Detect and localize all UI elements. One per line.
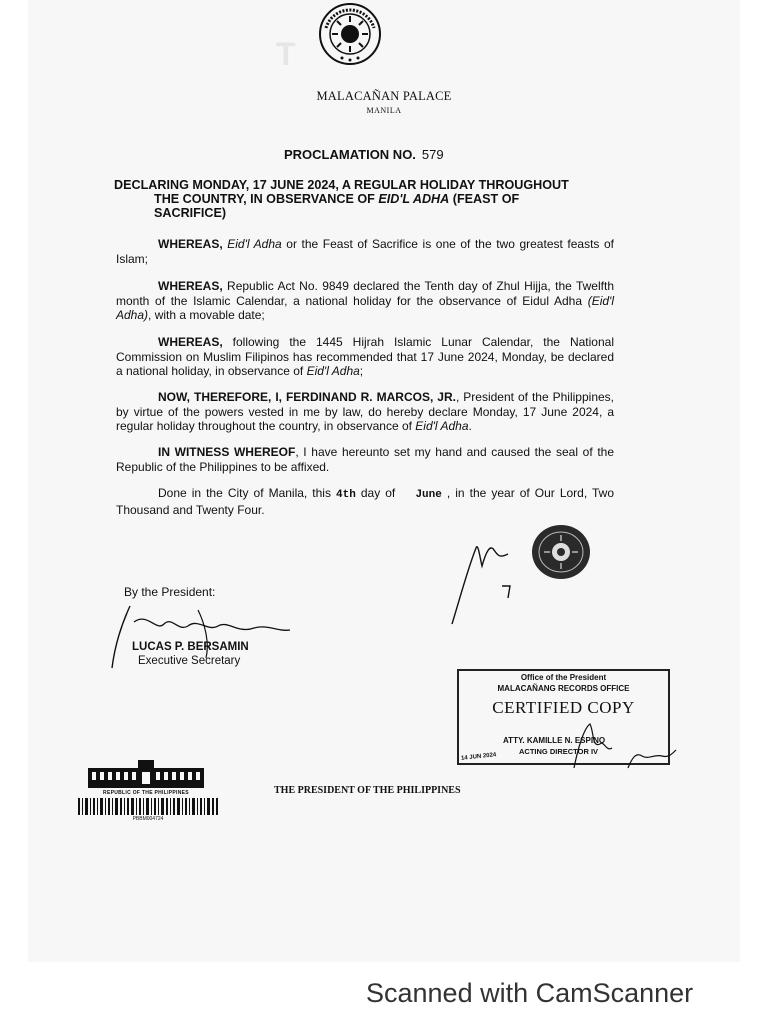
paragraph-tail: , with a movable date; (148, 308, 265, 322)
proclamation-title (114, 178, 614, 220)
title-emphasis: EID'L ADHA (378, 192, 450, 206)
done-month: June (415, 489, 442, 501)
paragraph-tail: ; (359, 364, 364, 378)
title-line-2-text: THE COUNTRY, IN OBSERVANCE OF (154, 192, 379, 206)
stamp-certified-copy: CERTIFIED COPY (492, 698, 635, 717)
republic-seal-icon (530, 523, 592, 581)
proclamation-number: 579 (421, 147, 444, 162)
stamp-officer-name: ATTY. KAMILLE N. ESPINO (503, 736, 606, 745)
barcode-number: PBBM004724 (132, 816, 164, 822)
barcode-icon (78, 798, 218, 815)
whereas-paragraph-3 (116, 335, 614, 379)
paragraph-text: , I have hereunto set my hand and caused the seal of the Republic of the Philippines to be affixed. (116, 445, 615, 474)
paragraph-text: , President of the Philippines, by virtue of the powers vested in me by law, do hereby declare Monday, 17 June 2024, a regular holiday throughout the country, in observance of (116, 390, 614, 433)
paragraph-text: day of (355, 486, 401, 500)
paragraph-emphasis: Eid'l Adha (227, 237, 282, 251)
paragraph-lead: Done in the City of Manila, this (158, 486, 337, 500)
presidential-seal-icon (318, 2, 382, 66)
title-line-3: SACRIFICE) (154, 206, 227, 220)
done-paragraph (116, 486, 614, 517)
president-footer-label: THE PRESIDENT OF THE PHILIPPINES (274, 785, 461, 796)
malacanang-building-icon (86, 758, 206, 790)
stamp-date: 14 JUN 2024 (460, 752, 497, 762)
by-the-president-label: By the President: (124, 585, 216, 599)
executive-secretary-title: Executive Secretary (138, 655, 241, 667)
paragraph-lead: WHEREAS, (158, 279, 228, 293)
witness-paragraph (116, 445, 614, 474)
certified-copy-stamp (457, 669, 670, 765)
whereas-paragraph-1 (116, 237, 614, 266)
declaration-paragraph (116, 390, 614, 434)
paragraph-text: or the Feast of Sacrifice is one of the two greatest feasts of Islam; (116, 237, 614, 266)
stamp-office: Office of the President (520, 673, 607, 682)
palace-city: MANILA (366, 106, 402, 115)
background-bleed-text: T (276, 36, 298, 72)
paragraph-text: following the 1445 Hijrah Islamic Lunar Calendar, the National Commission on Muslim Filipinos has recommended that 17 June 2024, Monday, be declared a national holiday, in observance of (116, 335, 614, 378)
stamp-records-office: MALACAÑANG RECORDS OFFICE (497, 684, 630, 693)
paragraph-emphasis: Eid'l Adha (306, 364, 360, 378)
paragraph-emphasis: (Eid'l Adha) (116, 293, 614, 322)
title-line-2-end: (FEAST OF (449, 192, 520, 206)
paragraph-tail: , in the year of Our Lord, Two Thousand and Twenty Four. (116, 486, 615, 517)
paragraph-text: Republic Act No. 9849 declared the Tenth day of Zhul Hijja, the Twelfth month of the Islamic Calendar, a national holiday for the observance of Eidul Adha (116, 279, 614, 308)
camscanner-watermark: Scanned with CamScanner (366, 978, 694, 1008)
republic-label: REPUBLIC OF THE PHILIPPINES (103, 790, 189, 796)
stamp-officer-title: ACTING DIRECTOR IV (519, 747, 599, 756)
title-line-2 (114, 192, 614, 206)
paragraph-lead: IN WITNESS WHEREOF (158, 445, 296, 459)
paragraph-lead: NOW, THEREFORE, I, FERDINAND R. MARCOS, JR. (158, 390, 456, 404)
paragraph-tail: . (468, 419, 472, 433)
whereas-paragraph-2 (116, 279, 614, 323)
proclamation-heading (284, 147, 444, 162)
paragraph-emphasis: Eid'l Adha (415, 419, 469, 433)
title-line-1: DECLARING MONDAY, 17 JUNE 2024, A REGULAR HOLIDAY THROUGHOUT (114, 178, 569, 192)
paragraph-lead: WHEREAS, (158, 335, 233, 349)
palace-name: MALACAÑAN PALACE (316, 89, 452, 103)
done-day: 4th (336, 489, 356, 501)
proclamation-label: PROCLAMATION NO. (284, 147, 416, 162)
paragraph-lead: WHEREAS, (158, 237, 228, 251)
executive-secretary-name: LUCAS P. BERSAMIN (132, 641, 249, 653)
